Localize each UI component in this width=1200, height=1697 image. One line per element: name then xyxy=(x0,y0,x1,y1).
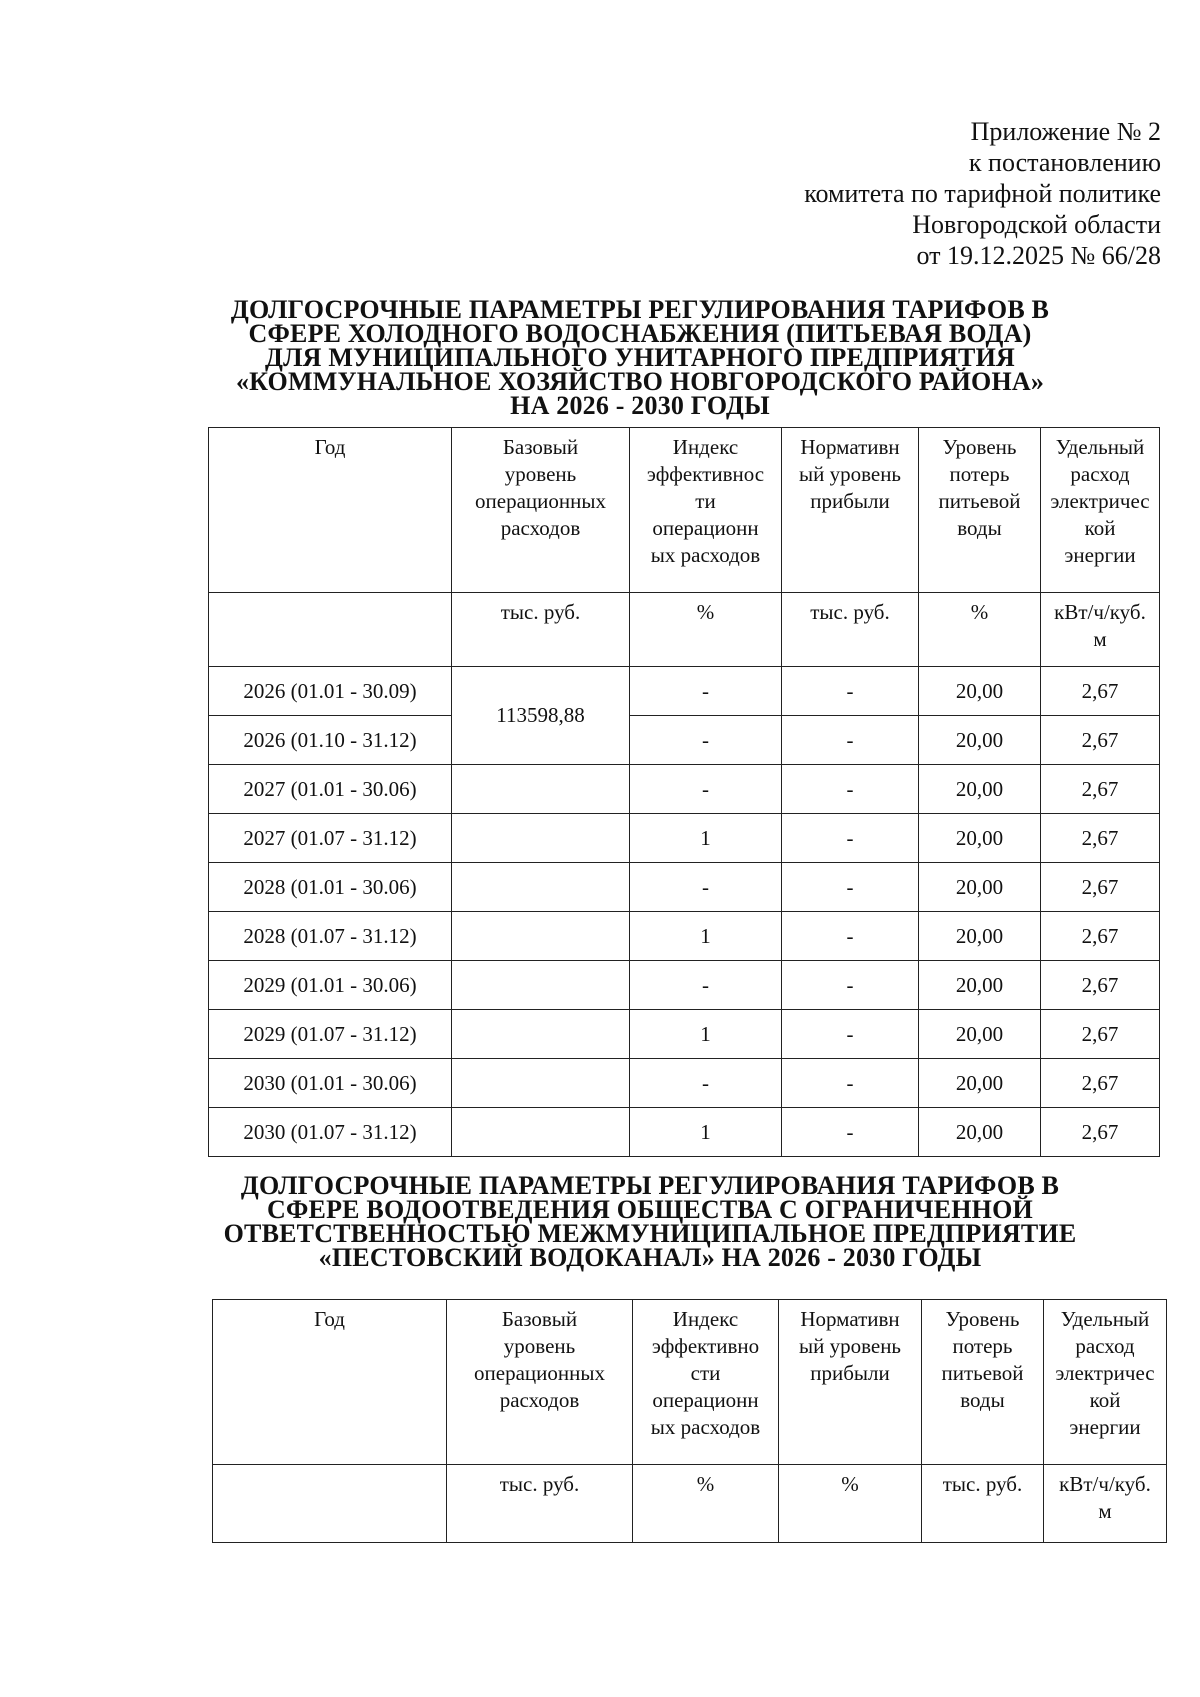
units-base: тыс. руб. xyxy=(447,1465,633,1543)
header-normative: Нормативн ый уровень прибыли xyxy=(782,428,919,593)
normative-cell: - xyxy=(782,814,919,863)
loss-cell: 20,00 xyxy=(919,863,1041,912)
period-cell: 2028 (01.07 - 31.12) xyxy=(209,912,452,961)
index-cell: 1 xyxy=(630,912,782,961)
table1-title xyxy=(190,295,1090,420)
base-empty-cell xyxy=(452,961,630,1010)
title-line: ДОЛГОСРОЧНЫЕ ПАРАМЕТРЫ РЕГУЛИРОВАНИЯ ТАРИФОВ В xyxy=(240,1171,1060,1200)
table1-params xyxy=(208,427,1160,1157)
header-energy: Удельный расход электричес кой энергии xyxy=(1044,1300,1167,1465)
index-cell: - xyxy=(630,667,782,716)
title-line: ОТВЕТСТВЕННОСТЬЮ МЕЖМУНИЦИПАЛЬНОЕ ПРЕДПРИЯТИЕ xyxy=(223,1219,1077,1248)
energy-cell: 2,67 xyxy=(1041,716,1160,765)
header-normative: Нормативн ый уровень прибыли xyxy=(779,1300,922,1465)
energy-cell: 2,67 xyxy=(1041,863,1160,912)
table1-header-row xyxy=(209,428,1160,593)
period-cell: 2026 (01.01 - 30.09) xyxy=(209,667,452,716)
period-cell: 2030 (01.01 - 30.06) xyxy=(209,1059,452,1108)
table-row xyxy=(209,912,1160,961)
units-index: % xyxy=(633,1465,779,1543)
energy-cell: 2,67 xyxy=(1041,1010,1160,1059)
period-cell: 2026 (01.10 - 31.12) xyxy=(209,716,452,765)
normative-cell: - xyxy=(782,667,919,716)
period-cell: 2027 (01.01 - 30.06) xyxy=(209,765,452,814)
header-index: Индекс эффективнос ти операционн ых расходов xyxy=(630,428,782,593)
table-row xyxy=(209,814,1160,863)
table-row xyxy=(209,961,1160,1010)
units-index: % xyxy=(630,593,782,667)
header-base: Базовый уровень операционных расходов xyxy=(447,1300,633,1465)
base-empty-cell xyxy=(452,765,630,814)
appendix-line: к постановлению xyxy=(968,148,1161,177)
period-cell: 2028 (01.01 - 30.06) xyxy=(209,863,452,912)
period-cell: 2030 (01.07 - 31.12) xyxy=(209,1108,452,1157)
header-year: Год xyxy=(209,428,452,593)
energy-cell: 2,67 xyxy=(1041,1108,1160,1157)
loss-cell: 20,00 xyxy=(919,1108,1041,1157)
loss-cell: 20,00 xyxy=(919,961,1041,1010)
table-row xyxy=(209,716,1160,765)
table-row xyxy=(209,1108,1160,1157)
index-cell: 1 xyxy=(630,1108,782,1157)
loss-cell: 20,00 xyxy=(919,716,1041,765)
energy-cell: 2,67 xyxy=(1041,961,1160,1010)
units-energy: кВт/ч/куб. м xyxy=(1041,593,1160,667)
index-cell: 1 xyxy=(630,1010,782,1059)
index-cell: - xyxy=(630,961,782,1010)
units-year xyxy=(213,1465,447,1543)
appendix-header xyxy=(804,116,1161,271)
appendix-line: Новгородской области xyxy=(912,210,1161,239)
title-line: ДЛЯ МУНИЦИПАЛЬНОГО УНИТАРНОГО ПРЕДПРИЯТИЯ xyxy=(265,343,1015,372)
loss-cell: 20,00 xyxy=(919,1059,1041,1108)
title-line: «ПЕСТОВСКИЙ ВОДОКАНАЛ» НА 2026 - 2030 ГОДЫ xyxy=(318,1243,982,1272)
loss-cell: 20,00 xyxy=(919,912,1041,961)
index-cell: - xyxy=(630,765,782,814)
table2-title xyxy=(200,1171,1100,1272)
appendix-line: комитета по тарифной политике xyxy=(804,179,1161,208)
normative-cell: - xyxy=(782,716,919,765)
loss-cell: 20,00 xyxy=(919,765,1041,814)
base-empty-cell xyxy=(452,912,630,961)
units-normative: тыс. руб. xyxy=(782,593,919,667)
header-energy: Удельный расход электричес кой энергии xyxy=(1041,428,1160,593)
base-empty-cell xyxy=(452,1059,630,1108)
base-empty-cell xyxy=(452,814,630,863)
normative-cell: - xyxy=(782,912,919,961)
title-line: СФЕРЕ ХОЛОДНОГО ВОДОСНАБЖЕНИЯ (ПИТЬЕВАЯ ВОДА) xyxy=(248,319,1032,348)
units-loss: тыс. руб. xyxy=(922,1465,1044,1543)
normative-cell: - xyxy=(782,863,919,912)
title-line: ДОЛГОСРОЧНЫЕ ПАРАМЕТРЫ РЕГУЛИРОВАНИЯ ТАРИФОВ В xyxy=(230,295,1050,324)
normative-cell: - xyxy=(782,765,919,814)
header-base: Базовый уровень операционных расходов xyxy=(452,428,630,593)
base-empty-cell xyxy=(452,1010,630,1059)
index-cell: - xyxy=(630,1059,782,1108)
normative-cell: - xyxy=(782,1010,919,1059)
header-loss: Уровень потерь питьевой воды xyxy=(919,428,1041,593)
table2-units-row xyxy=(213,1465,1167,1543)
units-normative: % xyxy=(779,1465,922,1543)
energy-cell: 2,67 xyxy=(1041,667,1160,716)
appendix-line: Приложение № 2 xyxy=(970,117,1161,146)
loss-cell: 20,00 xyxy=(919,814,1041,863)
loss-cell: 20,00 xyxy=(919,667,1041,716)
normative-cell: - xyxy=(782,1059,919,1108)
header-index: Индекс эффективно сти операционн ых расходов xyxy=(633,1300,779,1465)
period-cell: 2027 (01.07 - 31.12) xyxy=(209,814,452,863)
units-energy: кВт/ч/куб. м xyxy=(1044,1465,1167,1543)
table2-header-row xyxy=(213,1300,1167,1465)
index-cell: - xyxy=(630,863,782,912)
title-line: «КОММУНАЛЬНОЕ ХОЗЯЙСТВО НОВГОРОДСКОГО РАЙОНА» xyxy=(235,367,1045,396)
energy-cell: 2,67 xyxy=(1041,814,1160,863)
index-cell: - xyxy=(630,716,782,765)
table-row xyxy=(209,1010,1160,1059)
table-row xyxy=(209,1059,1160,1108)
title-line: СФЕРЕ ВОДООТВЕДЕНИЯ ОБЩЕСТВА С ОГРАНИЧЕННОЙ xyxy=(267,1195,1033,1224)
table-row xyxy=(209,667,1160,716)
units-year xyxy=(209,593,452,667)
header-loss: Уровень потерь питьевой воды xyxy=(922,1300,1044,1465)
table2-params xyxy=(212,1299,1167,1543)
energy-cell: 2,67 xyxy=(1041,1059,1160,1108)
energy-cell: 2,67 xyxy=(1041,912,1160,961)
energy-cell: 2,67 xyxy=(1041,765,1160,814)
period-cell: 2029 (01.01 - 30.06) xyxy=(209,961,452,1010)
normative-cell: - xyxy=(782,961,919,1010)
title-line: НА 2026 - 2030 ГОДЫ xyxy=(510,391,770,420)
normative-cell: - xyxy=(782,1108,919,1157)
base-empty-cell xyxy=(452,863,630,912)
units-base: тыс. руб. xyxy=(452,593,630,667)
units-loss: % xyxy=(919,593,1041,667)
table-row xyxy=(209,863,1160,912)
period-cell: 2029 (01.07 - 31.12) xyxy=(209,1010,452,1059)
loss-cell: 20,00 xyxy=(919,1010,1041,1059)
index-cell: 1 xyxy=(630,814,782,863)
base-empty-cell xyxy=(452,1108,630,1157)
table1-units-row xyxy=(209,593,1160,667)
table-row xyxy=(209,765,1160,814)
appendix-line: от 19.12.2025 № 66/28 xyxy=(916,241,1161,270)
base-value-cell: 113598,88 xyxy=(452,667,630,765)
header-year: Год xyxy=(213,1300,447,1465)
